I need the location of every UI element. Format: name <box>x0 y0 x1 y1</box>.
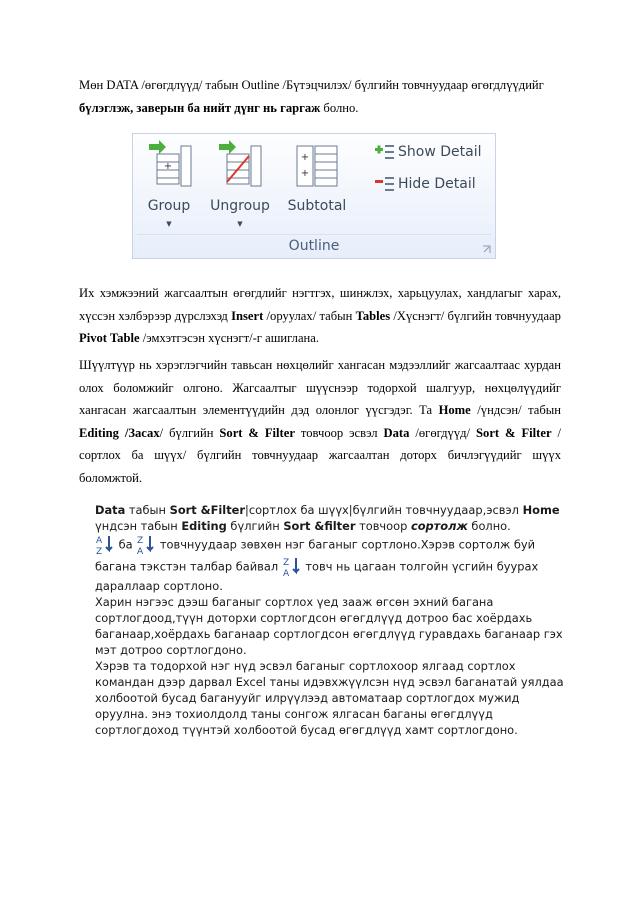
block-text: табын <box>125 503 170 517</box>
group-label: Group <box>147 198 191 214</box>
intro-bold: бүлэглэж, заверын ба нийт дүнг нь гаргаж <box>79 100 321 115</box>
group-icon <box>141 138 197 194</box>
sort-za-icon <box>136 534 156 556</box>
svg-text:+: + <box>300 152 310 163</box>
pivot-paragraph <box>79 282 561 350</box>
sort-line-4: Хэрэв та тодорхой нэг нүд эсвэл баганыг сортлохоор ялгаад сортлох командан дээр дарвал Excel таны идэвхжүүлсэн нүд эсвэл баганатай уялдаа холбоотой бусад баганууйг илрүүлээд автоматаар сортлогдох мужид оруулна. энэ тохиолдолд таны сонгож ялгасан баганы өгөгдлүүд сортлогдоход түүнтэй холбоотой бусад өгөгдлүүд хамт сортлогдоно. <box>95 659 564 737</box>
sort-filter-bold: Sort & Filter <box>219 425 295 440</box>
pivot-text-2: /оруулах/ табын <box>263 308 356 323</box>
sort-filter-bold: Sort &filter <box>283 519 356 533</box>
sort-line-3: Харин нэгээс дээш баганыг сортлох үед зааж өгсөн эхний багана сортлогдоод,түүн доторхи сортлогдсон өгөгдлүүд дотроо бас хоёрдахь баганаар,хоёрдахь баганаар сортлогдсон өгөгдлүүд гуравдахь баганаар гэх мэт дотроо сортлогдоно. <box>95 595 563 657</box>
pivot-text-3: /Хүснэгт/ бүлгийн товчнуудаар <box>390 308 561 323</box>
sort-za-icon <box>282 556 302 578</box>
group-button <box>141 138 197 228</box>
editing-bold: Editing <box>181 519 227 533</box>
filter-text-2: /үндсэн/ табын <box>470 403 561 418</box>
intro-line1: Мөн DATA /өгөгдлүүд/ табын Outline /Бүтэцчилэх/ бүлгийн товчнуудаар өгөгдлүүдийг <box>79 78 544 92</box>
tables-bold: Tables <box>355 308 391 323</box>
sort-italic: сортолж <box>410 519 468 533</box>
block-text: үндсэн табын <box>95 519 182 533</box>
block-text: товч нь цагаан толгойн үсгийн буурах дараллаар сортлоно. <box>95 559 539 593</box>
home-bold: Home <box>522 503 560 517</box>
data-bold: Data <box>383 425 410 440</box>
sort-explanation-block <box>95 502 573 738</box>
svg-text:Z: Z <box>96 547 103 556</box>
chevron-down-icon: ▼ <box>166 220 172 228</box>
data-bold: Data <box>95 503 126 517</box>
show-detail-button <box>373 142 481 162</box>
show-detail-label: Show Detail <box>398 144 482 160</box>
ungroup-label: Ungroup <box>210 198 270 214</box>
subtotal-button <box>283 138 351 214</box>
hide-detail-button <box>373 174 476 194</box>
intro-rest: болно. <box>320 100 359 115</box>
filter-text-5: /өгөгдүүд/ <box>409 425 477 440</box>
filter-text-4: товчоор эсвэл <box>294 425 384 440</box>
insert-bold: Insert <box>231 308 264 323</box>
sort-line-1 <box>95 502 573 534</box>
hide-detail-label: Hide Detail <box>398 176 476 192</box>
svg-text:Z: Z <box>137 536 144 546</box>
block-text: товчнуудаар зөвхөн нэг баганыг сортлоно.Хэрэв сортолж буй багана тэкстэн талбар байвал <box>95 537 536 574</box>
ribbon-divider <box>137 234 491 235</box>
sort-az-icon <box>95 534 115 556</box>
svg-text:A: A <box>96 536 103 546</box>
pivot-text-1: Их хэмжээний жагсаалтын өгөгдлийг нэгтгэх, шинжлэх, харьцуулах, хандлагыг харах, хүссэн хэлбэрээр дүрслэхэд <box>79 286 561 323</box>
svg-text:+: + <box>163 161 173 172</box>
block-text: товчоор <box>355 519 411 533</box>
filter-text-1: Шүүлтүүр нь хэрэглэгчийн тавьсан нөхцөлийг хангасан мэдээллийг жагсаалтаас хурдан олох боломжийг олгоно. Жагсаалтыг шүүснээр тодорхой шалгуур, нөхцөлүүдийг хангасан жагсаалтын элементүүдийн дэд олонлог үүсгэдэг. Та <box>79 358 561 418</box>
intro-paragraph <box>79 74 561 119</box>
block-text: |сортлох ба шүүх|бүлгийн товчнуудаар,эсвэл <box>244 503 523 517</box>
pivot-text-4: /эмхэтгэсэн хүснэгт/-г ашиглана. <box>139 331 320 346</box>
pivot-table-bold: Pivot Table <box>79 331 140 346</box>
filter-text-6: /сортлох ба шүүх/ бүлгийн товчнуудаар жагсаалтан доторх бичлэгүүдийг шүүх боломжтой. <box>79 425 562 485</box>
subtotal-icon <box>283 138 351 194</box>
outline-group-label: Outline <box>288 238 340 254</box>
show-detail-icon <box>373 142 395 162</box>
home-bold: Home <box>438 403 471 418</box>
sort-line-2 <box>95 534 573 594</box>
filter-text-3: / бүлгийн <box>159 425 220 440</box>
svg-text:Z: Z <box>282 558 289 568</box>
svg-text:+: + <box>300 168 310 179</box>
sort-filter-bold: Sort &Filter <box>169 503 245 517</box>
hide-detail-icon <box>373 174 395 194</box>
block-text: ба <box>115 537 137 552</box>
dialog-launcher-icon <box>482 245 491 254</box>
chevron-down-icon: ▼ <box>237 220 243 228</box>
editing-bold: Editing /Засах <box>79 425 160 440</box>
outline-ribbon-image <box>132 133 496 259</box>
filter-paragraph <box>79 354 561 490</box>
svg-text:A: A <box>137 547 144 556</box>
svg-text:A: A <box>282 569 289 578</box>
block-text: болно. <box>467 519 511 533</box>
sort-filter-bold-2: Sort & Filter <box>476 425 552 440</box>
subtotal-label: Subtotal <box>287 198 347 214</box>
ungroup-button <box>207 138 273 228</box>
block-text: бүлгийн <box>226 519 284 533</box>
ungroup-icon <box>207 138 273 194</box>
